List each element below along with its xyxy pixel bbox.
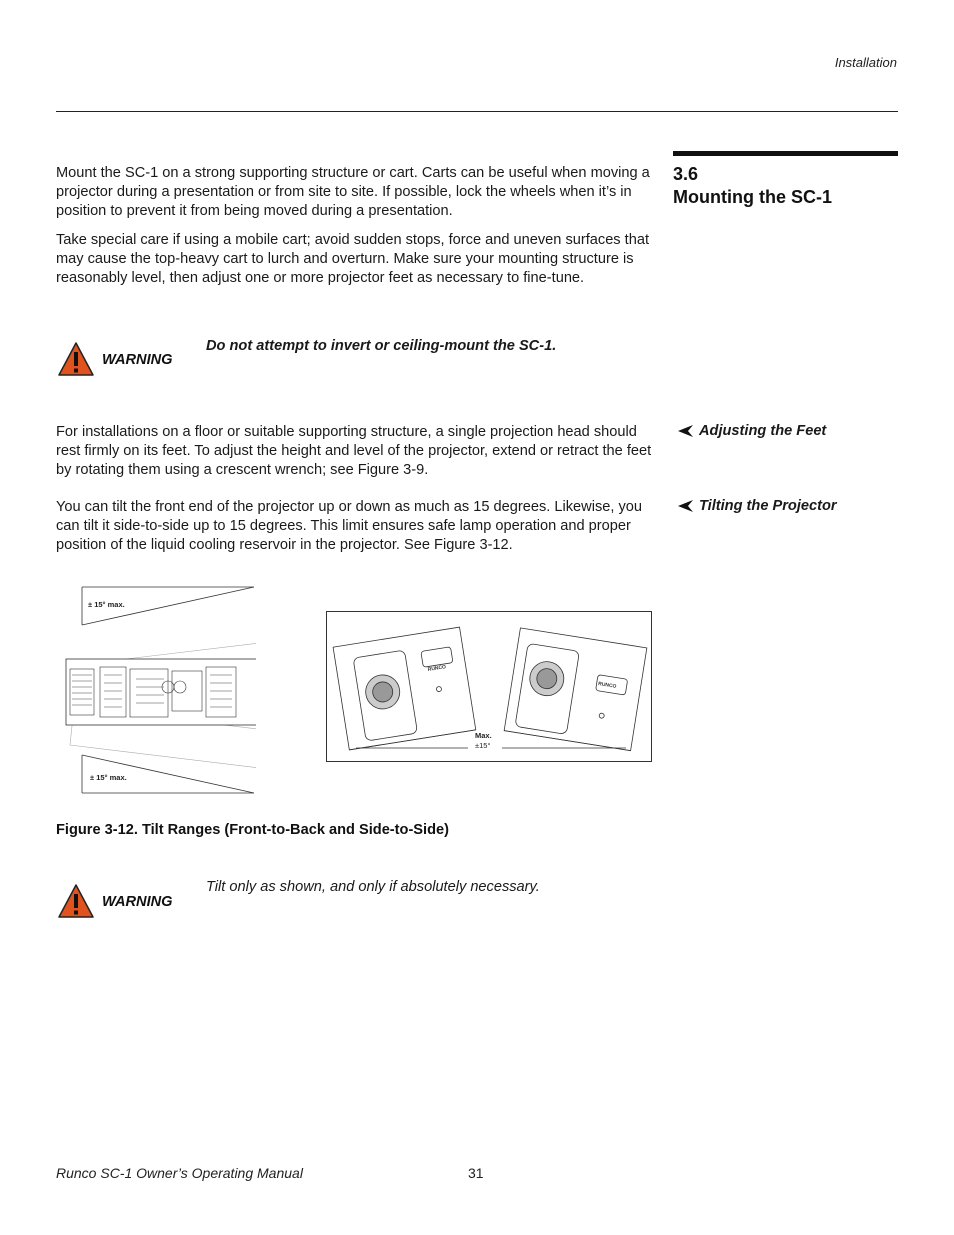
- paragraph-adjusting-feet: For installations on a floor or suitable supporting structure, a single projection head should rest firmly on its feet. To adjust the height and level of the projector, extend or retract the feet by rotating them using a crescent wrench; see Figure 3-9.: [56, 424, 652, 478]
- warning-triangle-icon: [57, 341, 95, 377]
- section-heading: [673, 163, 832, 209]
- front-to-back-tilt-diagram: [56, 583, 256, 797]
- side-heading-label: Tilting the Projector: [699, 498, 837, 514]
- brand-mark-left: RUNCO: [427, 664, 447, 673]
- tilt-label-max: Max.: [475, 731, 492, 740]
- section-number: 3.6: [673, 164, 699, 184]
- side-to-side-tilt-diagram: [326, 611, 652, 762]
- warning-text-invert: Do not attempt to invert or ceiling-mount the SC-1.: [206, 338, 557, 354]
- side-heading-label: Adjusting the Feet: [699, 423, 827, 439]
- page-number: 31: [468, 1165, 484, 1181]
- section-title: Mounting the SC-1: [673, 187, 832, 207]
- tilt-label-top: ± 15° max.: [88, 600, 125, 609]
- warning-text-tilt: Tilt only as shown, and only if absolutely necessary.: [206, 879, 540, 895]
- side-heading-tilting: [678, 498, 837, 514]
- warning-label: WARNING: [102, 894, 173, 910]
- warning-triangle-icon: [57, 883, 95, 919]
- brand-mark-right: RUNCO: [597, 681, 617, 690]
- paragraph-tilting: You can tilt the front end of the projector up or down as much as 15 degrees. Likewise, you can tilt it side-to-side up to 15 degrees. This limit ensures safe lamp operation and proper position of the liquid cooling reservoir in the projector. See Figure 3-12.: [56, 499, 642, 553]
- figure-caption: Figure 3-12. Tilt Ranges (Front-to-Back and Side-to-Side): [56, 822, 449, 838]
- header-divider: [56, 111, 898, 112]
- paragraph-cart-caution: Take special care if using a mobile cart; avoid sudden stops, force and uneven surfaces that may cause the top-heavy cart to lurch and overturn. Make sure your mounting structure is reasonably level, then adjust one or more projector feet as necessary to fine-tune.: [56, 232, 650, 286]
- tilt-label-bottom: ± 15° max.: [90, 773, 127, 782]
- running-header: Installation: [834, 55, 897, 70]
- tilt-label-degrees: ±15°: [475, 741, 491, 750]
- paragraph-mount-support: Mount the SC-1 on a strong supporting structure or cart. Carts can be useful when moving a projector during a presentation or from site to site. If possible, lock the wheels when it’s in position to prevent it from being moved during a presentation.: [56, 165, 650, 219]
- footer-manual-title: Runco SC-1 Owner’s Operating Manual: [56, 1165, 303, 1181]
- side-heading-adjusting-feet: [678, 423, 826, 439]
- arrow-left-icon: [678, 425, 693, 437]
- warning-label: WARNING: [102, 352, 173, 368]
- section-rule: [673, 151, 898, 156]
- arrow-left-icon: [678, 500, 693, 512]
